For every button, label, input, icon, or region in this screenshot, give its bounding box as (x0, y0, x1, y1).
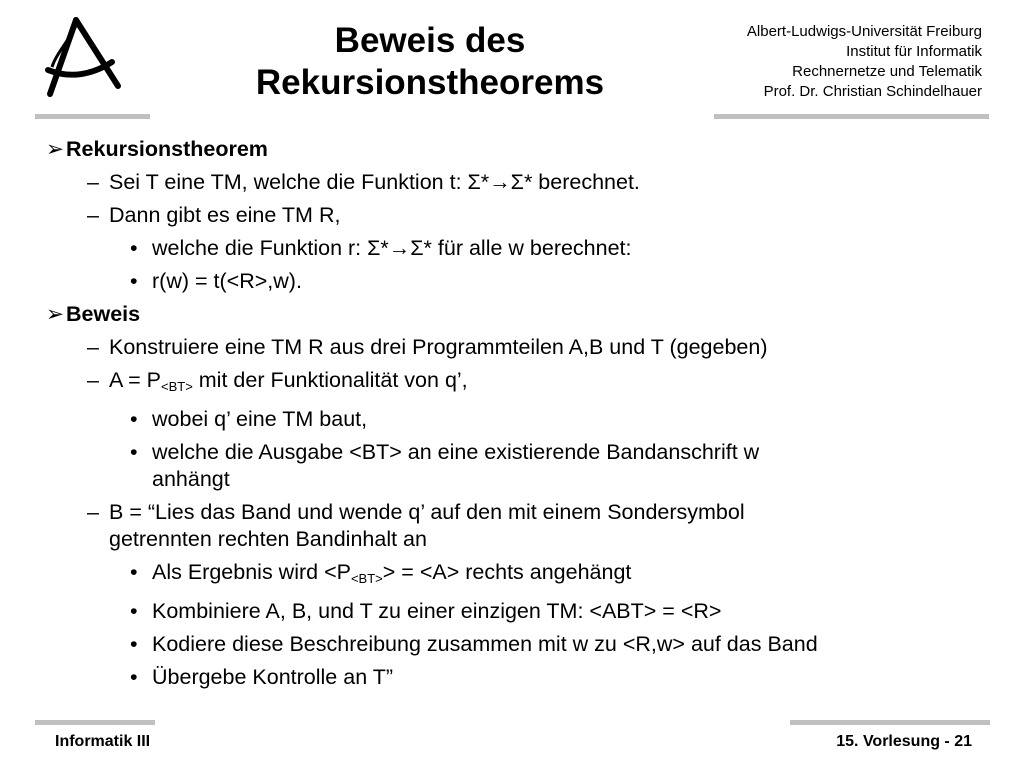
slide-title (170, 20, 690, 104)
sub-list-item: • Kombiniere A, B, und T zu einer einzigen TM: <ABT> = <R> (130, 599, 722, 623)
divider-bottom-left (35, 720, 155, 725)
sub-list-item: • welche die Ausgabe <BT> an eine existierende Bandanschrift w anhängt (130, 440, 760, 491)
section-heading: ➢ Rekursionstheorem (46, 137, 268, 161)
sub-list-item: • Als Ergebnis wird $<P_{<BT>}> = <A>$ rechts angehängt (130, 560, 632, 586)
title-line-1: Beweis des (334, 21, 526, 60)
institution-line: Albert-Ludwigs-Universität Freiburg (746, 23, 982, 40)
institution-line: Prof. Dr. Christian Schindelhauer (763, 83, 982, 100)
arrow-bullet-icon: ➢ (46, 137, 65, 161)
divider-bottom-right (790, 720, 990, 725)
bullet-marker: • (130, 632, 138, 656)
list-item: – Konstruiere eine TM R aus drei Programmteilen A,B und T (gegeben) (87, 335, 768, 359)
section-heading: ➢ Beweis (46, 302, 141, 326)
dash-marker: – (87, 368, 99, 392)
sub-list-item: • welche die Funktion r: Σ*→Σ* für alle w berechnet: (130, 236, 632, 260)
bullet-marker: • (130, 599, 138, 623)
arrow-bullet-icon: ➢ (46, 302, 65, 326)
bullet-marker: • (130, 236, 138, 260)
dash-marker: – (87, 170, 99, 194)
list-item: – $A = P_{<BT>}$ mit der Funktionalität von q’, (87, 368, 468, 394)
bullet-marker: • (130, 269, 138, 293)
dash-marker: – (87, 335, 99, 359)
bullet-marker: • (130, 407, 138, 431)
footer-course: Informatik III (55, 733, 151, 750)
bullet-marker: • (130, 440, 138, 464)
sub-list-item: • wobei q’ eine TM baut, (130, 407, 368, 431)
sub-list-item: • Kodiere diese Beschreibung zusammen mit w zu <R,w> auf das Band (130, 632, 818, 656)
dash-marker: – (87, 500, 99, 524)
slide-body (46, 136, 996, 691)
university-logo (28, 12, 128, 102)
list-item: – Dann gibt es eine TM R, (87, 203, 341, 227)
footer-lecture-page: 15. Vorlesung - 21 (836, 733, 972, 750)
bullet-marker: • (130, 665, 138, 689)
title-line-2: Rekursionstheorems (255, 63, 605, 102)
sub-list-item: • Übergebe Kontrolle an T” (130, 665, 394, 689)
list-item: – B = “Lies das Band und wende q’ auf den mit einem Sondersymbol getrennten rechten Bandinhalt an (87, 500, 745, 551)
institution-block (747, 22, 982, 102)
divider-top-right (714, 114, 989, 119)
list-item: – Sei T eine TM, welche die Funktion t: Σ*→Σ* berechnet. (87, 170, 640, 194)
bullet-marker: • (130, 560, 138, 584)
divider-top-left (35, 114, 150, 119)
dash-marker: – (87, 203, 99, 227)
institution-line: Rechnernetze und Telematik (792, 63, 982, 80)
sub-list-item: • r(w) = t(<R>,w). (130, 269, 302, 293)
institution-line: Institut für Informatik (846, 43, 982, 60)
